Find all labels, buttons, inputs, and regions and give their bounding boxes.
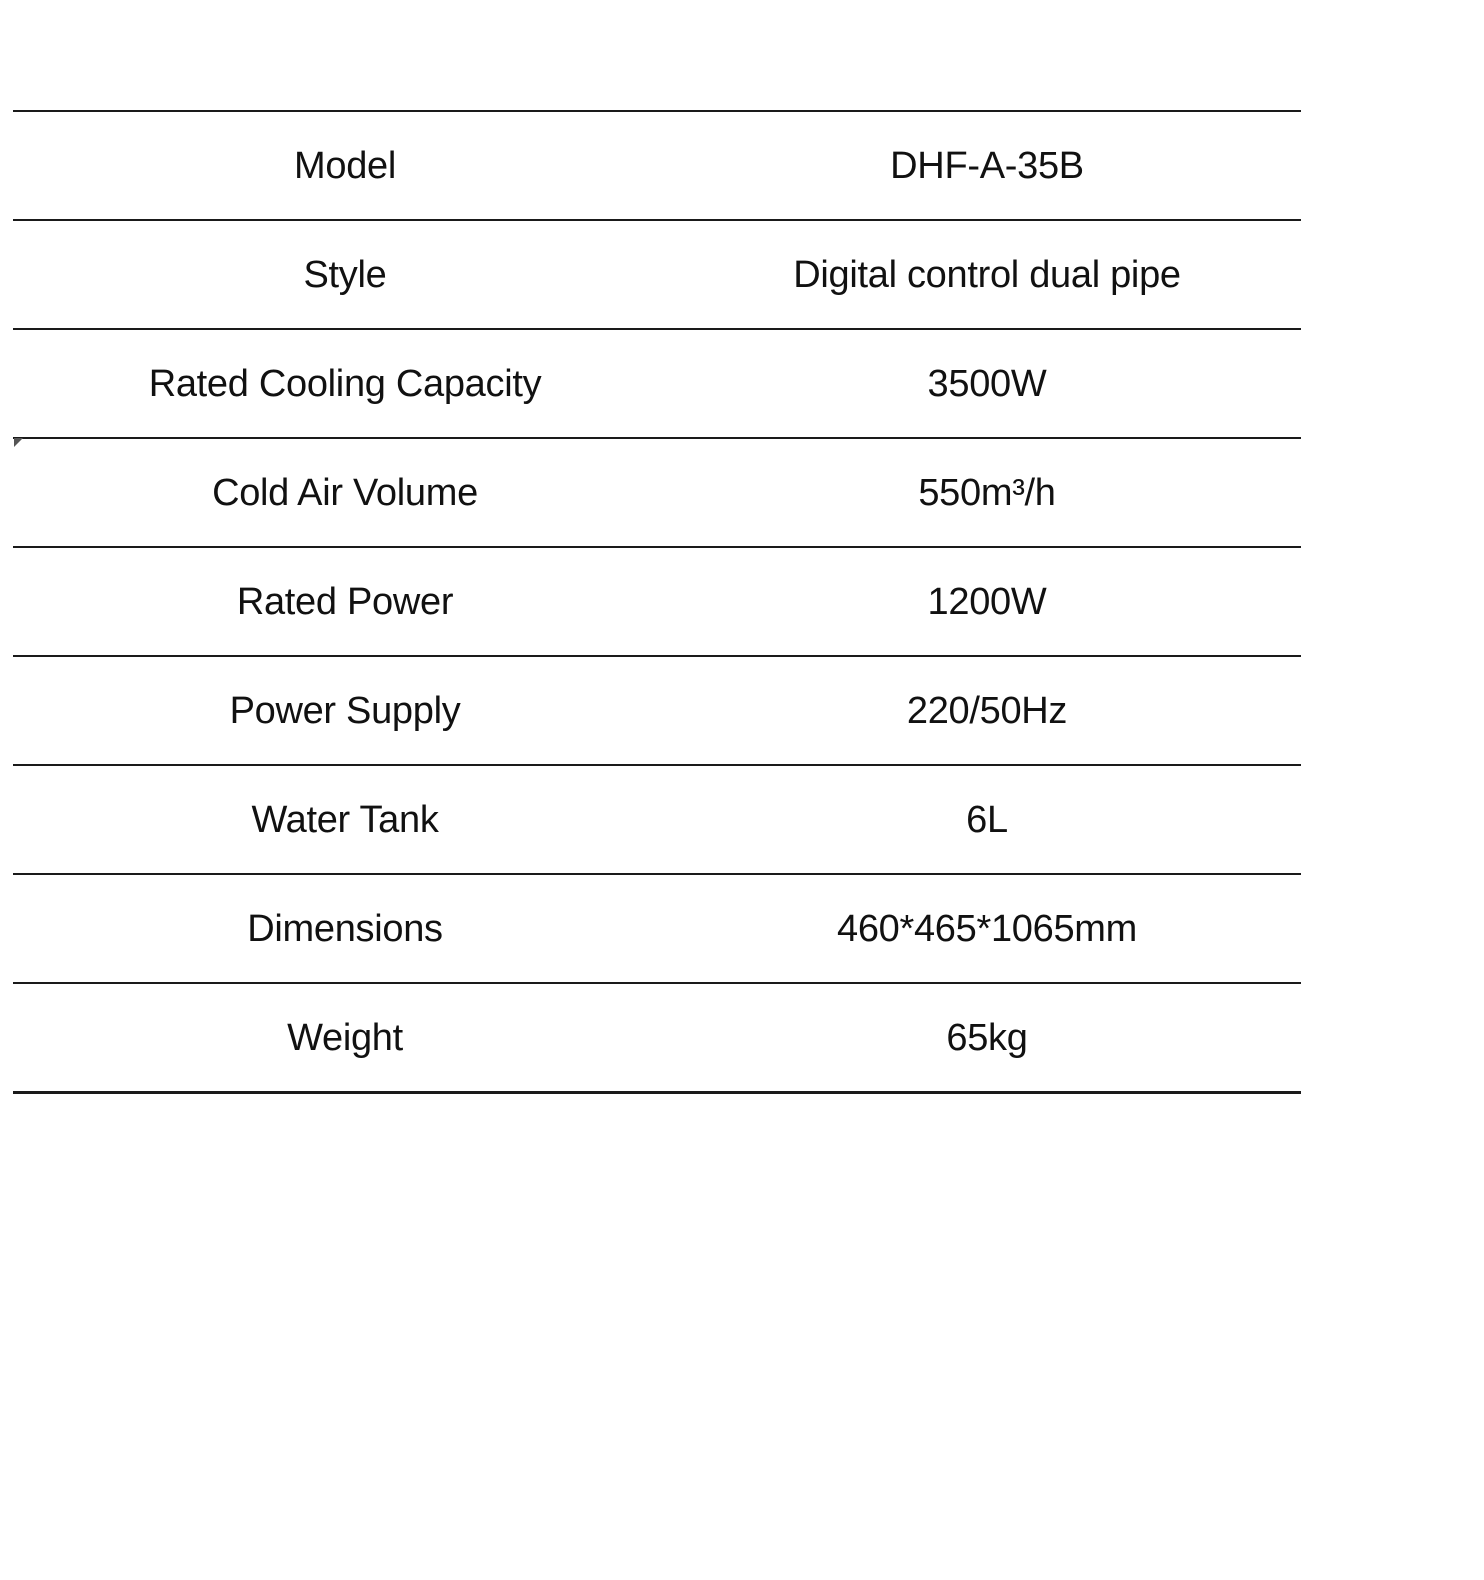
spec-value: 3500W [927,362,1047,405]
spec-value: 6L [966,798,1008,841]
spec-row-power-supply [13,657,1301,766]
spec-label: Rated Power [236,580,454,623]
spec-row-cold-air-volume [13,439,1301,548]
spec-label: Cold Air Volume [212,471,478,514]
spec-value: 1200W [927,580,1047,623]
spec-label: Power Supply [229,689,461,732]
corner-mark-icon [14,438,23,447]
spec-value: 550m³/h [918,471,1056,514]
spec-row-weight [13,984,1301,1094]
spec-label: Water Tank [251,798,439,841]
spec-row-style [13,221,1301,330]
spec-value: DHF-A-35B [890,144,1084,187]
spec-row-water-tank [13,766,1301,875]
spec-table [13,110,1301,1094]
spec-label: Weight [287,1016,403,1059]
spec-value: Digital control dual pipe [793,253,1181,296]
spec-value: 220/50Hz [906,689,1068,732]
spec-row-rated-power [13,548,1301,657]
spec-value: 460*465*1065mm [836,907,1138,950]
spec-row-rated-cooling-capacity [13,330,1301,439]
spec-label: Style [303,253,387,296]
spec-value: 65kg [946,1016,1028,1059]
spec-label: Dimensions [247,907,443,950]
spec-label: Model [294,144,396,187]
spec-row-dimensions [13,875,1301,984]
spec-row-model [13,112,1301,221]
spec-label: Rated Cooling Capacity [148,362,542,405]
